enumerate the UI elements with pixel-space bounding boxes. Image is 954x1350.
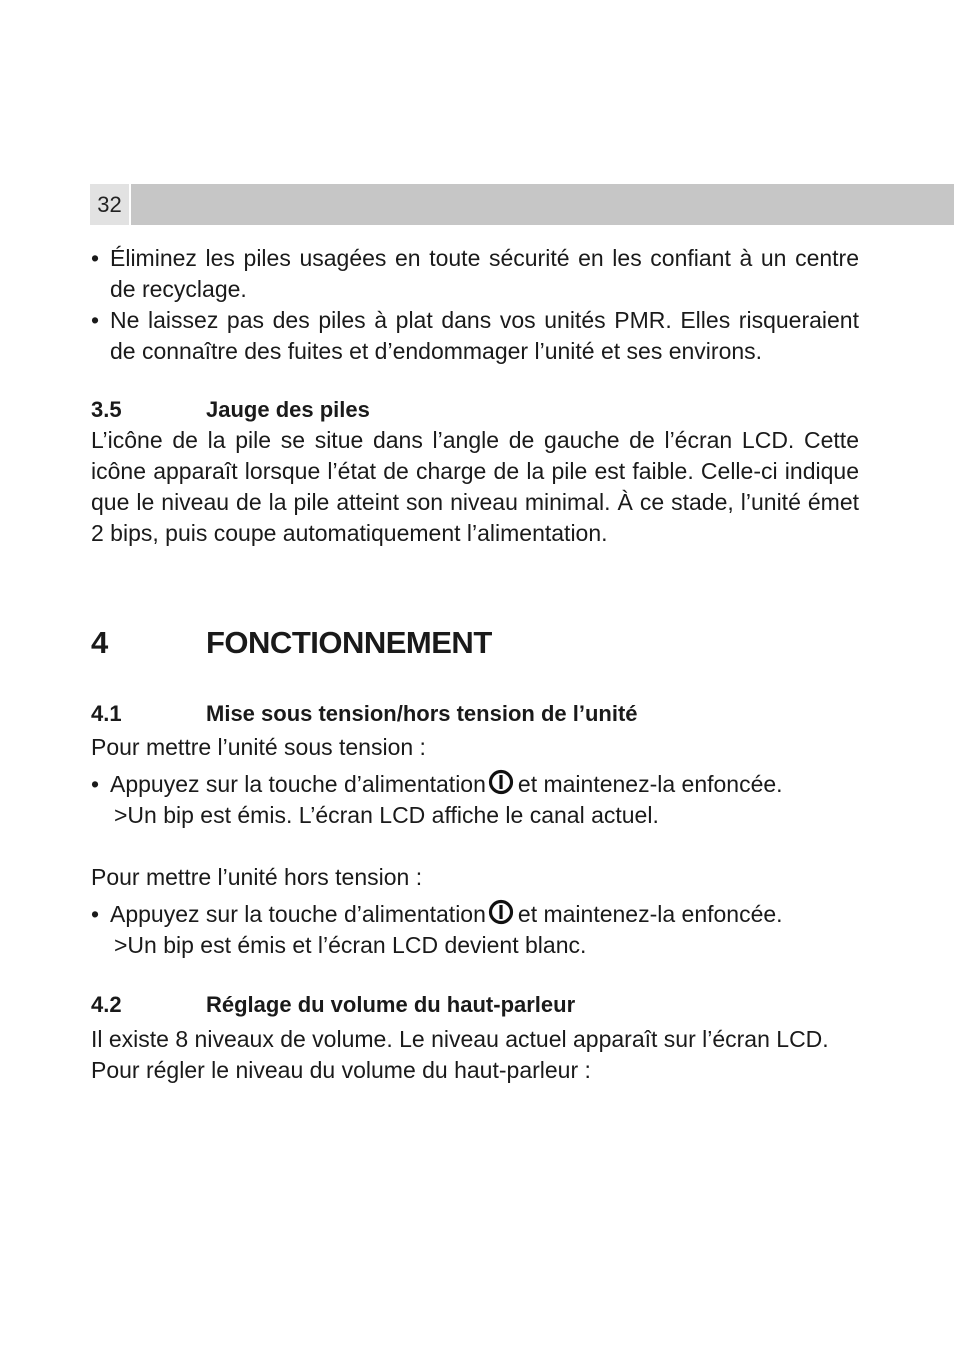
power-off-result: >Un bip est émis et l’écran LCD devient blanc.: [114, 932, 587, 958]
bullet-icon: •: [91, 245, 100, 271]
intro-bullet-list: [91, 243, 859, 367]
section-heading: 4.2 Réglage du volume du haut-parleur: [91, 992, 576, 1017]
section-4-1: [91, 698, 859, 961]
power-on-step: • Appuyez sur la touche d’alimentation et maintenez-la enfoncée.: [91, 769, 859, 800]
power-off-step: • Appuyez sur la touche d’alimentation et maintenez-la enfoncée.: [91, 899, 859, 930]
section-heading: 4.1 Mise sous tension/hors tension de l’unité: [91, 701, 638, 726]
power-button-icon: [488, 769, 514, 795]
page-number: 32: [90, 184, 131, 225]
volume-intro: Pour régler le niveau du volume du haut-parleur :: [91, 1057, 591, 1083]
section-3-5: [91, 394, 859, 549]
bullet-icon: •: [91, 307, 100, 333]
section-body: L’icône de la pile se situe dans l’angle de gauche de l’écran LCD. Cette icône apparaît lorsque l’état de charge de la pile est faible. Celle-ci indique que le niveau de la pile atteint son niveau minimal. À ce stade, l’unité émet 2 bips, puis coupe automatiquement l’alimentation.: [91, 427, 859, 546]
list-item: • Ne laissez pas des piles à plat dans vos unités PMR. Elles risqueraient de connaître des fuites et d’endommager l’unité et ses environs.: [91, 307, 859, 364]
power-off-intro: Pour mettre l’unité hors tension :: [91, 864, 423, 890]
chapter-4: [91, 623, 859, 663]
section-heading: 3.5 Jauge des piles: [91, 397, 370, 422]
bullet-icon: •: [91, 901, 100, 927]
chapter-heading: 4 FONCTIONNEMENT: [91, 625, 492, 660]
power-button-icon: [488, 899, 514, 925]
section-4-2: [91, 989, 859, 1086]
power-on-result: >Un bip est émis. L’écran LCD affiche le canal actuel.: [114, 802, 659, 828]
list-item: • Éliminez les piles usagées en toute sécurité en les confiant à un centre de recyclage.: [91, 245, 859, 302]
power-on-intro: Pour mettre l’unité sous tension :: [91, 734, 426, 760]
section-body: Il existe 8 niveaux de volume. Le niveau actuel apparaît sur l’écran LCD.: [91, 1026, 829, 1052]
header-bar: [90, 184, 954, 225]
bullet-icon: •: [91, 771, 100, 797]
